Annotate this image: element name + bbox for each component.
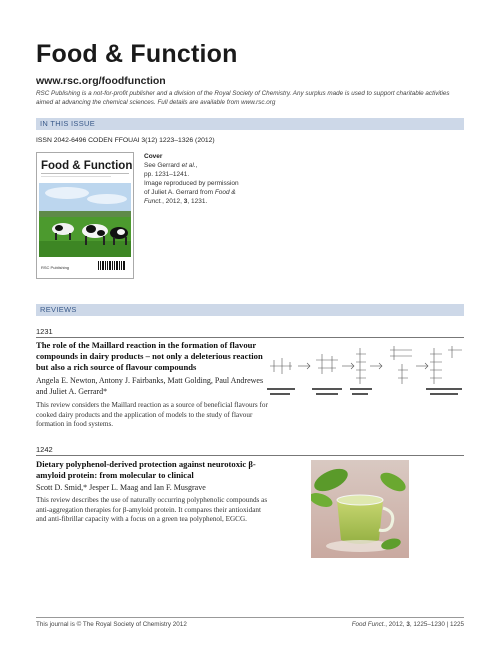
publisher-note: RSC Publishing is a not-for-profit publisher and a division of the Royal Society of Chemistry. Any surplus made is used to support charitable activities aimed at advancing the chemical sciences. Full details are available from www.rsc.org [36, 90, 450, 106]
article-abstract: This review considers the Maillard reaction as a source of beneficial flavours for cooked dairy products and the application of models to the study of flavour formation in food systems. [36, 401, 268, 428]
in-this-issue-label: IN THIS ISSUE [40, 119, 96, 128]
article-divider [36, 455, 464, 456]
cover-heading: Cover [144, 153, 163, 160]
footer-divider [36, 617, 464, 618]
footer-citation: Food Funct., 2012, 3, 1225–1230 | 1225 [351, 621, 464, 628]
cover-source-2: Funct., 2012, 3, 1231. [144, 198, 208, 205]
cover-journal-title: Food & Function [41, 160, 133, 172]
maillard-reaction-scheme [262, 340, 468, 402]
cover-permission: Image reproduced by permission [144, 180, 239, 187]
article-title[interactable]: The role of the Maillard reaction in the formation of flavour compounds in dairy products – not only a deleterious reaction but also a rich source of flavour compounds [36, 340, 263, 372]
cover-illustration [37, 153, 133, 278]
article-authors: Scott D. Smid,* Jesper L. Maag and Ian F. Musgrave [36, 483, 206, 492]
journal-title: Food & Function [36, 40, 238, 68]
cover-caption [144, 152, 274, 206]
cover-publisher-logo: RSC Publishing [41, 265, 70, 270]
article-title[interactable]: Dietary polyphenol-derived protection against neurotoxic β-amyloid protein: from molecular to clinical [36, 459, 256, 480]
cover-see-line: See Gerrard et al., [144, 162, 198, 169]
article-page-number: 1231 [36, 327, 53, 336]
reviews-band [36, 304, 464, 316]
footer-copyright: This journal is © The Royal Society of Chemistry 2012 [36, 621, 187, 628]
article-page-number: 1242 [36, 445, 53, 454]
article-authors: Angela E. Newton, Antony J. Fairbanks, Matt Golding, Paul Andrewes and Juliet A. Gerrard* [36, 376, 264, 396]
cover-source-1: of Juliet A. Gerrard from Food & [144, 189, 236, 196]
in-this-issue-band [36, 118, 464, 130]
cover-pages: pp. 1231–1241. [144, 171, 190, 178]
article-abstract: This review describes the use of naturally occurring polyphenolic compounds as anti-aggregation therapies for β-amyloid protein. It compares their antioxidant and anti-fibrillar capacity with a focus on a green tea polyphenol, EGCG. [36, 496, 268, 523]
journal-url[interactable]: www.rsc.org/foodfunction [36, 75, 166, 87]
cover-image[interactable] [36, 152, 134, 279]
article-divider [36, 337, 464, 338]
green-tea-illustration [311, 460, 409, 558]
issn-line: ISSN 2042-6496 CODEN FFOUAI 3(12) 1223–1326 (2012) [36, 137, 215, 144]
reviews-label: REVIEWS [40, 305, 77, 314]
